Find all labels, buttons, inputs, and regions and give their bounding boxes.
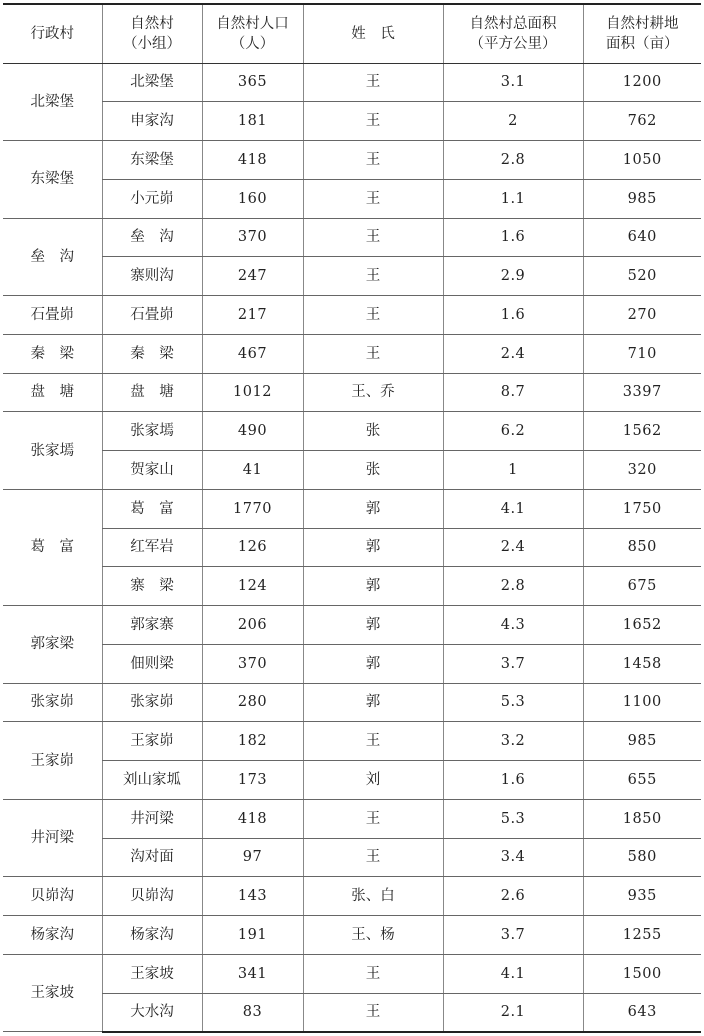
natural-village-cell: 小元峁 xyxy=(102,179,202,218)
admin-village-cell: 垒 沟 xyxy=(3,218,102,296)
table-row xyxy=(3,63,701,102)
surname-cell: 王 xyxy=(303,257,443,296)
surname-cell: 王 xyxy=(303,179,443,218)
population-cell: 191 xyxy=(202,916,303,955)
farmland-cell: 3397 xyxy=(583,373,701,412)
surname-cell: 张 xyxy=(303,451,443,490)
surname-cell: 郭 xyxy=(303,606,443,645)
admin-village-cell: 石畳峁 xyxy=(3,296,102,335)
table-row xyxy=(3,528,701,567)
admin-village-cell: 王家峁 xyxy=(3,722,102,800)
surname-cell: 郭 xyxy=(303,567,443,606)
surname-cell: 王 xyxy=(303,722,443,761)
table-row xyxy=(3,296,701,335)
farmland-cell: 320 xyxy=(583,451,701,490)
admin-village-cell: 王家坡 xyxy=(3,954,102,1032)
surname-cell: 王 xyxy=(303,993,443,1032)
admin-village-cell: 秦 梁 xyxy=(3,334,102,373)
farmland-cell: 1050 xyxy=(583,141,701,180)
population-cell: 206 xyxy=(202,606,303,645)
total-area-cell: 2.4 xyxy=(443,334,583,373)
natural-village-cell: 申家沟 xyxy=(102,102,202,141)
header-population: 自然村人口 （人） xyxy=(202,4,303,63)
total-area-cell: 4.3 xyxy=(443,606,583,645)
farmland-cell: 935 xyxy=(583,877,701,916)
surname-cell: 王 xyxy=(303,334,443,373)
total-area-cell: 5.3 xyxy=(443,683,583,722)
table-row xyxy=(3,916,701,955)
population-cell: 341 xyxy=(202,954,303,993)
population-cell: 182 xyxy=(202,722,303,761)
natural-village-cell: 盘 塘 xyxy=(102,373,202,412)
farmland-cell: 520 xyxy=(583,257,701,296)
surname-cell: 王、杨 xyxy=(303,916,443,955)
total-area-cell: 4.1 xyxy=(443,489,583,528)
total-area-cell: 6.2 xyxy=(443,412,583,451)
table-row xyxy=(3,141,701,180)
population-cell: 247 xyxy=(202,257,303,296)
surname-cell: 郭 xyxy=(303,644,443,683)
total-area-cell: 3.7 xyxy=(443,644,583,683)
admin-village-cell: 张家峁 xyxy=(3,683,102,722)
total-area-cell: 8.7 xyxy=(443,373,583,412)
surname-cell: 郭 xyxy=(303,528,443,567)
surname-cell: 王 xyxy=(303,838,443,877)
farmland-cell: 1500 xyxy=(583,954,701,993)
natural-village-cell: 石畳峁 xyxy=(102,296,202,335)
population-cell: 160 xyxy=(202,179,303,218)
header-natural-village: 自然村 （小组） xyxy=(102,4,202,63)
total-area-cell: 2.4 xyxy=(443,528,583,567)
natural-village-cell: 贺家山 xyxy=(102,451,202,490)
farmland-cell: 985 xyxy=(583,179,701,218)
total-area-cell: 2 xyxy=(443,102,583,141)
natural-village-cell: 佃则梁 xyxy=(102,644,202,683)
total-area-cell: 4.1 xyxy=(443,954,583,993)
farmland-cell: 1100 xyxy=(583,683,701,722)
farmland-cell: 1200 xyxy=(583,63,701,102)
farmland-cell: 1562 xyxy=(583,412,701,451)
surname-cell: 郭 xyxy=(303,683,443,722)
admin-village-cell: 贝峁沟 xyxy=(3,877,102,916)
natural-village-cell: 大水沟 xyxy=(102,993,202,1032)
farmland-cell: 1750 xyxy=(583,489,701,528)
natural-village-cell: 垒 沟 xyxy=(102,218,202,257)
population-cell: 490 xyxy=(202,412,303,451)
farmland-cell: 270 xyxy=(583,296,701,335)
table-row xyxy=(3,606,701,645)
natural-village-cell: 红军岩 xyxy=(102,528,202,567)
population-cell: 418 xyxy=(202,141,303,180)
population-cell: 173 xyxy=(202,761,303,800)
population-cell: 97 xyxy=(202,838,303,877)
total-area-cell: 1.1 xyxy=(443,179,583,218)
natural-village-cell: 寨则沟 xyxy=(102,257,202,296)
surname-cell: 王 xyxy=(303,799,443,838)
population-cell: 181 xyxy=(202,102,303,141)
population-cell: 418 xyxy=(202,799,303,838)
table-row xyxy=(3,218,701,257)
table-row xyxy=(3,334,701,373)
natural-village-cell: 秦 梁 xyxy=(102,334,202,373)
natural-village-cell: 贝峁沟 xyxy=(102,877,202,916)
village-statistics-table xyxy=(3,3,701,1033)
surname-cell: 王 xyxy=(303,102,443,141)
natural-village-cell: 刘山家坬 xyxy=(102,761,202,800)
natural-village-cell: 王家峁 xyxy=(102,722,202,761)
farmland-cell: 1850 xyxy=(583,799,701,838)
header-farmland: 自然村耕地 面积（亩） xyxy=(583,4,701,63)
farmland-cell: 580 xyxy=(583,838,701,877)
population-cell: 370 xyxy=(202,218,303,257)
natural-village-cell: 张家峁 xyxy=(102,683,202,722)
table-row xyxy=(3,451,701,490)
surname-cell: 王 xyxy=(303,218,443,257)
natural-village-cell: 寨 梁 xyxy=(102,567,202,606)
header-admin-village: 行政村 xyxy=(3,4,102,63)
surname-cell: 王 xyxy=(303,296,443,335)
surname-cell: 王、乔 xyxy=(303,373,443,412)
population-cell: 217 xyxy=(202,296,303,335)
population-cell: 365 xyxy=(202,63,303,102)
total-area-cell: 2.1 xyxy=(443,993,583,1032)
farmland-cell: 1458 xyxy=(583,644,701,683)
table-row xyxy=(3,567,701,606)
population-cell: 280 xyxy=(202,683,303,722)
surname-cell: 张、白 xyxy=(303,877,443,916)
population-cell: 143 xyxy=(202,877,303,916)
table-row xyxy=(3,993,701,1032)
table-row xyxy=(3,644,701,683)
total-area-cell: 3.2 xyxy=(443,722,583,761)
surname-cell: 刘 xyxy=(303,761,443,800)
header-row xyxy=(3,4,701,63)
table-row xyxy=(3,179,701,218)
surname-cell: 王 xyxy=(303,141,443,180)
table-row xyxy=(3,877,701,916)
farmland-cell: 985 xyxy=(583,722,701,761)
total-area-cell: 3.1 xyxy=(443,63,583,102)
table-body xyxy=(3,63,701,1032)
admin-village-cell: 郭家梁 xyxy=(3,606,102,684)
farmland-cell: 850 xyxy=(583,528,701,567)
admin-village-cell: 盘 塘 xyxy=(3,373,102,412)
admin-village-cell: 井河梁 xyxy=(3,799,102,877)
table-row xyxy=(3,102,701,141)
surname-cell: 王 xyxy=(303,954,443,993)
admin-village-cell: 葛 富 xyxy=(3,489,102,605)
header-surname: 姓 氏 xyxy=(303,4,443,63)
population-cell: 83 xyxy=(202,993,303,1032)
farmland-cell: 762 xyxy=(583,102,701,141)
total-area-cell: 2.8 xyxy=(443,141,583,180)
natural-village-cell: 东梁堡 xyxy=(102,141,202,180)
surname-cell: 郭 xyxy=(303,489,443,528)
population-cell: 126 xyxy=(202,528,303,567)
admin-village-cell: 张家墕 xyxy=(3,412,102,490)
table-row xyxy=(3,412,701,451)
table-row xyxy=(3,838,701,877)
population-cell: 467 xyxy=(202,334,303,373)
natural-village-cell: 张家墕 xyxy=(102,412,202,451)
admin-village-cell: 东梁堡 xyxy=(3,141,102,219)
table-row xyxy=(3,257,701,296)
total-area-cell: 1.6 xyxy=(443,218,583,257)
header-total-area: 自然村总面积 （平方公里） xyxy=(443,4,583,63)
surname-cell: 张 xyxy=(303,412,443,451)
total-area-cell: 3.4 xyxy=(443,838,583,877)
population-cell: 370 xyxy=(202,644,303,683)
total-area-cell: 1 xyxy=(443,451,583,490)
natural-village-cell: 王家坡 xyxy=(102,954,202,993)
total-area-cell: 3.7 xyxy=(443,916,583,955)
total-area-cell: 2.8 xyxy=(443,567,583,606)
table-row xyxy=(3,761,701,800)
farmland-cell: 1652 xyxy=(583,606,701,645)
table-row xyxy=(3,954,701,993)
table-row xyxy=(3,489,701,528)
table-row xyxy=(3,683,701,722)
farmland-cell: 1255 xyxy=(583,916,701,955)
farmland-cell: 655 xyxy=(583,761,701,800)
total-area-cell: 2.6 xyxy=(443,877,583,916)
population-cell: 124 xyxy=(202,567,303,606)
population-cell: 1012 xyxy=(202,373,303,412)
surname-cell: 王 xyxy=(303,63,443,102)
admin-village-cell: 北梁堡 xyxy=(3,63,102,141)
total-area-cell: 5.3 xyxy=(443,799,583,838)
natural-village-cell: 郭家寨 xyxy=(102,606,202,645)
natural-village-cell: 杨家沟 xyxy=(102,916,202,955)
population-cell: 41 xyxy=(202,451,303,490)
natural-village-cell: 北梁堡 xyxy=(102,63,202,102)
natural-village-cell: 葛 富 xyxy=(102,489,202,528)
total-area-cell: 2.9 xyxy=(443,257,583,296)
natural-village-cell: 沟对面 xyxy=(102,838,202,877)
natural-village-cell: 井河梁 xyxy=(102,799,202,838)
table-row xyxy=(3,373,701,412)
admin-village-cell: 杨家沟 xyxy=(3,916,102,955)
table-header xyxy=(3,4,701,63)
table-row xyxy=(3,722,701,761)
farmland-cell: 710 xyxy=(583,334,701,373)
farmland-cell: 643 xyxy=(583,993,701,1032)
farmland-cell: 640 xyxy=(583,218,701,257)
total-area-cell: 1.6 xyxy=(443,296,583,335)
table-row xyxy=(3,799,701,838)
total-area-cell: 1.6 xyxy=(443,761,583,800)
population-cell: 1770 xyxy=(202,489,303,528)
farmland-cell: 675 xyxy=(583,567,701,606)
